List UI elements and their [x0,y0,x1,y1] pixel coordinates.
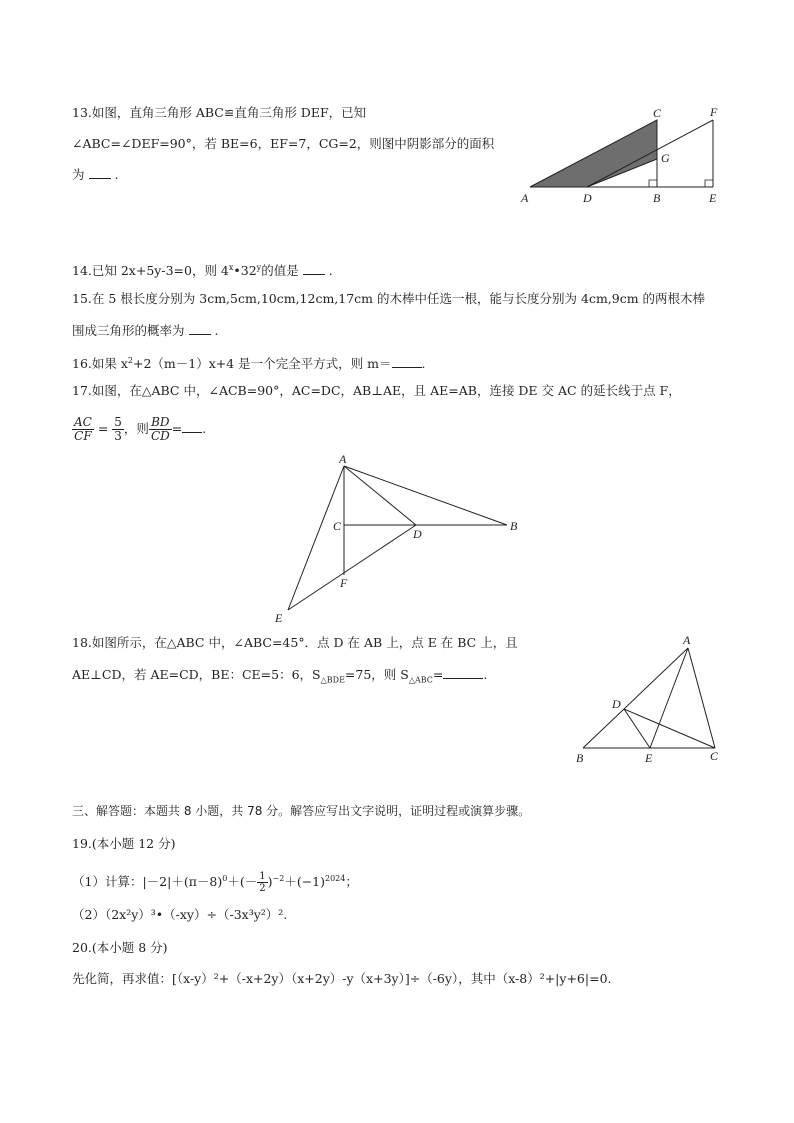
q19-p1-expr-c: ) [267,874,273,890]
fig13-label-c: C [653,106,662,120]
q14-prefix: 14.已知 2x+5y-3=0，则 4 [72,263,229,279]
q17-eq: = [93,421,113,436]
q19-p1-expr-b: ＋(－ [227,874,258,890]
q15-line1: 15.在 5 根长度分别为 3cm,5cm,10cm,12cm,17cm 的木棒中任选一根，能与长度分别为 4cm,9cm 的两根木棒 [72,291,706,306]
q19-p1-frac: $\frac{1}{2}$ [259,871,266,895]
q13-line3 [72,164,118,185]
q19-p1-end: ； [345,874,358,890]
q19-p1-exp2024: 2024 [325,874,346,883]
fig18-label-d: D [612,697,621,711]
q14-end: . [328,263,333,279]
figure-17 [270,450,530,628]
q18-line2-c: = [432,667,444,682]
fig17-label-b: B [510,519,518,533]
q19-p1-expr-a: |－2|＋(π－8) [142,874,223,890]
fig18-label-e: E [645,751,653,765]
fig13-label-a: A [521,191,529,205]
fig18-label-b: B [576,751,584,765]
q19-p1-expr-d: ＋(−1) [284,874,325,890]
q13-line2: ∠ABC=∠DEF=90°，若 BE=6，EF=7，CG=2，则图中阴影部分的面积 [72,136,495,151]
q15-line2-suffix: . [214,323,219,338]
answer-blank [182,418,202,433]
fig17-label-c: C [333,519,342,533]
fig13-label-e: E [709,191,717,205]
q17-end: . [202,421,207,436]
q19-title: 19.(本小题 12 分) [72,836,176,851]
q13-line1: 13.如图，直角三角形 ABC≌直角三角形 DEF，已知 [72,105,367,120]
fig17-label-d: D [413,527,422,541]
fig13-label-g: G [661,151,670,165]
q19-part2: （2）（2x²y）³•（-xy）÷（-3x³y²）². [72,907,288,922]
q14-line [72,258,333,281]
q18-line1: 18.如图所示，在△ABC 中，∠ABC=45°．点 D 在 AB 上，点 E 在 BC 上，且 [72,635,518,650]
q14-exp2: y [256,263,262,272]
q18-line2-a: AE⊥CD，若 AE=CD，BE：CE=5：6，S [72,667,321,682]
q15-line2-prefix: 围成三角形的概率为 [72,323,185,338]
q18-sub2: △ABC [408,675,433,685]
fig17-label-f: F [340,576,348,590]
q17-frac-bd-cd: $\frac{BD}{CD}$ [150,415,170,443]
q17-then: ，则 [123,421,149,436]
fig17-label-a: A [339,452,347,466]
q18-line2 [72,664,487,691]
q17-frac-ac-cf: $\frac{AC}{CF}$ [74,415,92,443]
fig18-label-a: A [683,633,691,647]
q19-p1-prefix: （1）计算： [72,874,143,890]
q14-exp1: x [228,263,234,272]
fig13-label-b: B [653,191,661,205]
shaded-region [530,120,657,187]
answer-blank [303,260,325,275]
q18-sub1: △BDE [320,675,345,685]
fig13-label-d: D [583,191,592,205]
q14-suffix: 的值是 [261,263,299,279]
q14-mid: •32 [233,263,257,279]
q15-line2 [72,320,218,341]
q20-title: 20.(本小题 8 分) [72,940,168,955]
q16-prefix: 16.如果 x [72,356,128,372]
q19-part1 [72,864,358,897]
q17-eq2: = [171,421,183,436]
q16-exp: 2 [127,356,133,365]
figure-18 [570,628,730,768]
q19-p1-exp0: 0 [222,874,228,883]
q13-line3-suffix: . [114,167,119,182]
answer-blank [392,353,422,368]
q13-line3-prefix: 为 [72,167,85,182]
q18-end: . [483,667,488,682]
q17-line2 [72,412,206,446]
fig13-label-f: F [710,105,718,119]
figure-13 [515,103,730,205]
q17-frac-5-3: $\frac{5}{3}$ [114,415,122,443]
q17-line1: 17.如图，在△ABC 中，∠ACB=90°，AC=DC，AB⊥AE，且 AE=AB，连接 DE 交 AC 的延长线于点 F， [72,383,681,398]
q16-line [72,351,426,374]
answer-blank [443,664,483,679]
q16-mid: +2（m－1）x+4 是一个完全平方式，则 m＝ [133,356,392,372]
section-3-heading: 三、解答题：本题共 8 小题，共 78 分。解答应写出文字说明，证明过程或演算步骤。 [72,804,531,818]
answer-blank [89,164,111,179]
q20-body: 先化简，再求值：[（x-y）²+（-x+2y）（x+2y）-y（x+3y）]÷（-6y），其中（x-8）²+|y+6|=0. [72,971,612,986]
answer-blank [189,320,211,335]
fig18-label-c: C [710,749,719,763]
q16-end: . [421,356,426,372]
q18-line2-b: =75，则 S [344,667,409,682]
fig17-label-e: E [275,611,283,625]
q19-p1-exp-neg2: −2 [272,874,285,883]
